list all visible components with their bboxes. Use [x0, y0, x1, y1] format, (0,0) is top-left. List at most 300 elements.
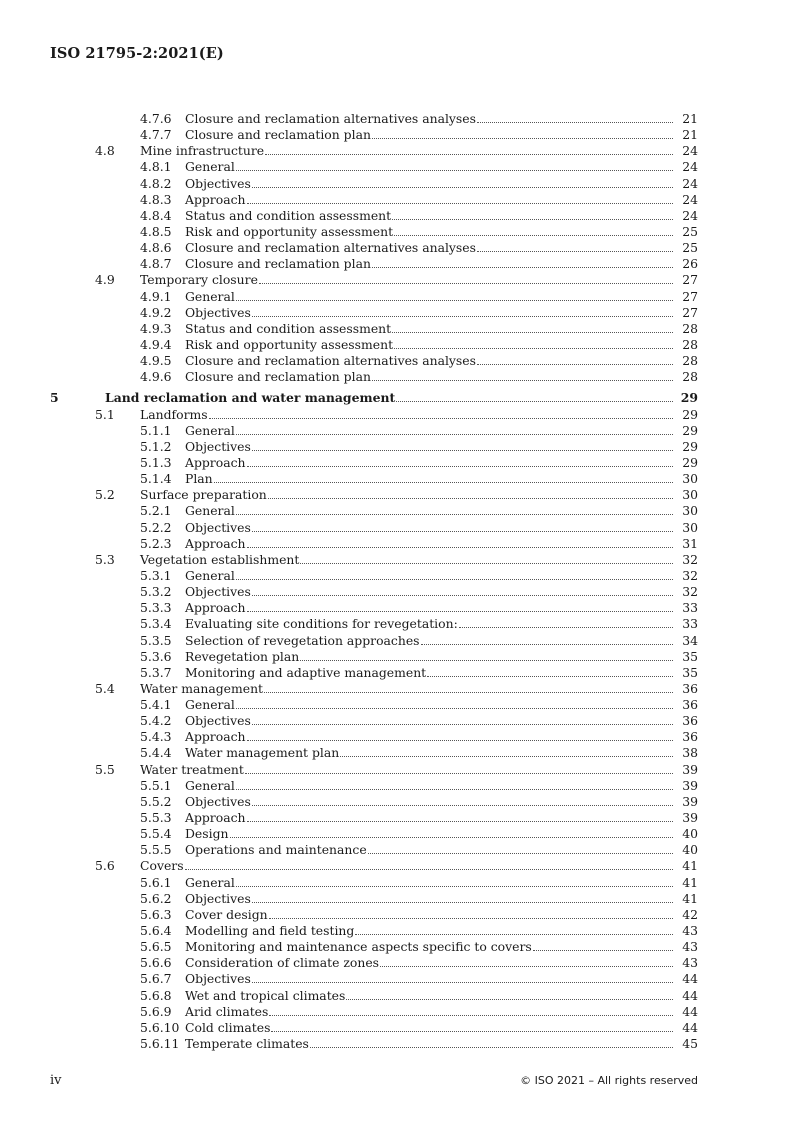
dot-leader: [236, 423, 673, 435]
toc-entry-number: 5.1.4: [140, 471, 172, 487]
toc-entry[interactable]: [0, 762, 793, 778]
toc-entry-title: Landforms: [140, 406, 208, 422]
toc-entry-leader: [140, 407, 674, 423]
toc-entry-page: 33: [682, 616, 698, 632]
toc-entry-number: 5.5: [95, 761, 115, 777]
toc-entry-number: 5.6.8: [140, 987, 172, 1003]
toc-entry-leader: [185, 955, 674, 971]
toc-entry[interactable]: [0, 272, 793, 288]
toc-entry[interactable]: [0, 1036, 793, 1052]
toc-entry-leader: [185, 224, 674, 240]
toc-entry[interactable]: [0, 665, 793, 681]
toc-entry-page: 21: [682, 111, 698, 126]
toc-entry-page: 43: [682, 939, 698, 955]
toc-entry-page: 41: [682, 874, 698, 890]
toc-entry-number: 5.2: [95, 487, 115, 503]
toc-entry-number: 5.3.7: [140, 664, 172, 680]
toc-entry-leader: [185, 826, 674, 842]
toc-entry-page: 24: [682, 143, 698, 159]
toc-entry-page: 35: [682, 664, 698, 680]
toc-entry-title: Revegetation plan: [185, 648, 300, 664]
toc-entry-number: 5.5.5: [140, 842, 172, 858]
dot-leader: [396, 390, 673, 402]
toc-entry-leader: [185, 353, 674, 369]
toc-entry-number: 5.6.5: [140, 939, 172, 955]
toc-entry-title: Monitoring and maintenance aspects specific to covers: [185, 939, 532, 955]
toc-entry-leader: [185, 633, 674, 649]
dot-leader: [380, 955, 673, 967]
toc-entry-title: Objectives: [185, 713, 251, 729]
toc-entry-title: Approach: [185, 454, 246, 470]
toc-entry-leader: [105, 390, 674, 406]
toc-entry[interactable]: [0, 891, 793, 907]
toc-entry-leader: [140, 487, 674, 503]
dot-leader: [209, 407, 673, 419]
toc-entry-number: 4.8.7: [140, 256, 172, 272]
toc-entry[interactable]: [0, 568, 793, 584]
toc-entry[interactable]: [0, 520, 793, 536]
toc-entry[interactable]: [0, 875, 793, 891]
dot-leader: [372, 369, 673, 381]
toc-entry-title: Cold climates: [185, 1019, 271, 1035]
toc-entry-number: 4.8.5: [140, 223, 172, 239]
toc-entry-page: 27: [682, 272, 698, 288]
toc-entry-title: General: [185, 503, 235, 519]
toc-entry-number: 5.1.3: [140, 454, 172, 470]
dot-leader: [245, 762, 673, 774]
toc-entry-number: 5.6.9: [140, 1003, 172, 1019]
toc-entry-leader: [185, 536, 674, 552]
toc-entry-leader: [185, 907, 674, 923]
toc-entry-title: Vegetation establishment: [140, 551, 300, 567]
toc-entry-page: 24: [682, 207, 698, 223]
toc-entry-leader: [185, 321, 674, 337]
toc-entry-leader: [140, 143, 674, 159]
toc-entry-leader: [185, 471, 674, 487]
toc-entry-title: General: [185, 422, 235, 438]
toc-entry-number: 5.2.1: [140, 503, 172, 519]
toc-entry-title: Plan: [185, 471, 213, 487]
dot-leader: [421, 633, 673, 645]
toc-entry-title: Operations and maintenance: [185, 842, 367, 858]
toc-entry[interactable]: [0, 192, 793, 208]
dot-leader: [346, 988, 673, 1000]
toc-entry-number: 5.3.6: [140, 648, 172, 664]
toc-entry[interactable]: [0, 321, 793, 337]
dot-leader: [252, 794, 673, 806]
toc-entry-number: 4.9.1: [140, 288, 172, 304]
toc-entry-title: General: [185, 159, 235, 175]
toc-entry-number: 5.4.1: [140, 697, 172, 713]
dot-leader: [477, 353, 673, 365]
toc-entry-leader: [185, 1036, 674, 1052]
toc-entry[interactable]: [0, 649, 793, 665]
toc-entry-title: Wet and tropical climates: [185, 987, 346, 1003]
toc-entry-page: 29: [682, 438, 698, 454]
toc-entry-title: Closure and reclamation plan: [185, 256, 371, 272]
toc-entry-title: Water treatment: [140, 761, 244, 777]
toc-entry-leader: [185, 1004, 674, 1020]
toc-entry-number: 4.8.3: [140, 191, 172, 207]
dot-leader: [394, 337, 673, 349]
toc-entry-leader: [185, 192, 674, 208]
toc-entry-page: 30: [682, 519, 698, 535]
toc-entry[interactable]: [0, 487, 793, 503]
toc-entry-page: 29: [682, 406, 698, 422]
dot-leader: [392, 208, 673, 220]
toc-entry-page: 25: [682, 240, 698, 256]
toc-entry-title: Closure and reclamation alternatives analyses: [185, 111, 476, 126]
toc-entry[interactable]: [0, 143, 793, 159]
toc-entry[interactable]: [0, 159, 793, 175]
toc-entry-title: Mine infrastructure: [140, 143, 265, 159]
toc-entry-leader: [140, 858, 674, 874]
dot-leader: [236, 875, 673, 887]
dot-leader: [269, 1004, 673, 1016]
toc-entry[interactable]: [0, 369, 793, 385]
dot-leader: [247, 729, 673, 741]
toc-entry-page: 33: [682, 600, 698, 616]
toc-entry-title: Approach: [185, 729, 246, 745]
dot-leader: [236, 159, 673, 171]
toc-entry-page: 36: [682, 729, 698, 745]
toc-entry-number: 4.9: [95, 272, 115, 288]
toc-entry-title: Design: [185, 826, 229, 842]
toc-entry[interactable]: [0, 289, 793, 305]
toc-entry-number: 4.8.1: [140, 159, 172, 175]
dot-leader: [252, 584, 673, 596]
toc-entry-page: 24: [682, 191, 698, 207]
toc-entry-number: 4.8.4: [140, 207, 172, 223]
toc-entry-number: 5.3.3: [140, 600, 172, 616]
dot-leader: [368, 842, 673, 854]
toc-entry-leader: [185, 423, 674, 439]
toc-entry-title: Closure and reclamation plan: [185, 369, 371, 385]
toc-entry[interactable]: [0, 390, 793, 406]
toc-entry-number: 5.3.1: [140, 567, 172, 583]
toc-entry[interactable]: [0, 455, 793, 471]
toc-entry[interactable]: [0, 224, 793, 240]
toc-entry-title: Arid climates: [185, 1003, 269, 1019]
toc-entry-number: 5.5.1: [140, 777, 172, 793]
toc-entry-number: 4.8.2: [140, 175, 172, 191]
dot-leader: [477, 240, 673, 252]
dot-leader: [236, 697, 673, 709]
toc-entry-page: 44: [682, 987, 698, 1003]
toc-entry-page: 25: [682, 223, 698, 239]
toc-entry[interactable]: [0, 713, 793, 729]
toc-entry-page: 30: [682, 471, 698, 487]
toc-entry-number: 5.4.2: [140, 713, 172, 729]
toc-entry-leader: [185, 842, 674, 858]
toc-entry-title: Objectives: [185, 519, 251, 535]
dot-leader: [310, 1036, 673, 1048]
toc-entry-title: Modelling and field testing: [185, 923, 355, 939]
toc-entry-title: Consideration of climate zones: [185, 955, 380, 971]
dot-leader: [214, 471, 673, 483]
toc-entry-leader: [185, 713, 674, 729]
toc-entry[interactable]: [0, 616, 793, 632]
dot-leader: [236, 503, 673, 515]
toc-entry-page: 24: [682, 175, 698, 191]
toc-entry-number: 4.9.6: [140, 369, 172, 385]
dot-leader: [394, 224, 673, 236]
toc-entry[interactable]: [0, 826, 793, 842]
document-id-header: ISO 21795-2:2021(E): [50, 45, 224, 62]
toc-entry[interactable]: [0, 1004, 793, 1020]
toc-entry-page: 39: [682, 761, 698, 777]
toc-entry[interactable]: [0, 439, 793, 455]
toc-entry-title: Objectives: [185, 793, 251, 809]
toc-entry-page: 32: [682, 551, 698, 567]
toc-entry-leader: [185, 697, 674, 713]
toc-entry-title: General: [185, 777, 235, 793]
toc-entry[interactable]: [0, 955, 793, 971]
toc-entry-page: 41: [682, 890, 698, 906]
toc-entry-number: 5.1.2: [140, 438, 172, 454]
toc-entry-leader: [185, 616, 674, 632]
toc-entry-leader: [185, 665, 674, 681]
toc-entry-title: Evaluating site conditions for revegetation:: [185, 616, 458, 632]
toc-entry-title: Approach: [185, 810, 246, 826]
toc-entry[interactable]: [0, 697, 793, 713]
dot-leader: [265, 143, 673, 155]
toc-entry-leader: [185, 240, 674, 256]
toc-entry-leader: [140, 552, 674, 568]
toc-entry-leader: [185, 305, 674, 321]
toc-entry-leader: [185, 794, 674, 810]
toc-entry-page: 27: [682, 304, 698, 320]
dot-leader: [459, 616, 673, 628]
toc-entry[interactable]: [0, 939, 793, 955]
toc-entry-leader: [185, 875, 674, 891]
toc-entry-leader: [185, 939, 674, 955]
toc-entry-leader: [185, 729, 674, 745]
toc-entry-leader: [185, 289, 674, 305]
toc-entry-title: Objectives: [185, 890, 251, 906]
toc-entry-title: Selection of revegetation approaches: [185, 632, 420, 648]
toc-entry-number: 5.3.2: [140, 584, 172, 600]
toc-entry[interactable]: [0, 353, 793, 369]
dot-leader: [236, 289, 673, 301]
toc-entry-leader: [185, 971, 674, 987]
toc-entry[interactable]: [0, 729, 793, 745]
toc-entry[interactable]: [0, 600, 793, 616]
dot-leader: [268, 487, 673, 499]
toc-entry[interactable]: [0, 681, 793, 697]
toc-entry-title: Closure and reclamation plan: [185, 127, 371, 143]
toc-entry-title: Status and condition assessment: [185, 320, 392, 336]
toc-entry-leader: [185, 520, 674, 536]
toc-entry-page: 30: [682, 487, 698, 503]
toc-entry[interactable]: [0, 907, 793, 923]
toc-entry-number: 4.9.5: [140, 353, 172, 369]
toc-entry-page: 29: [682, 422, 698, 438]
toc-entry-number: 5.1: [95, 406, 115, 422]
dot-leader: [252, 439, 673, 451]
toc-entry-leader: [185, 584, 674, 600]
toc-entry[interactable]: [0, 407, 793, 423]
toc-entry[interactable]: [0, 552, 793, 568]
toc-entry-page: 36: [682, 697, 698, 713]
toc-entry-number: 5.2.2: [140, 519, 172, 535]
toc-entry-title: Closure and reclamation alternatives analyses: [185, 240, 476, 256]
toc-entry[interactable]: [0, 858, 793, 874]
toc-entry-number: 4.9.2: [140, 304, 172, 320]
toc-entry-number: 5.5.2: [140, 793, 172, 809]
toc-entry-leader: [185, 439, 674, 455]
toc-entry-leader: [185, 600, 674, 616]
toc-entry-title: Land reclamation and water management: [105, 390, 396, 406]
toc-entry-page: 41: [682, 858, 698, 874]
toc-entry-page: 34: [682, 632, 698, 648]
toc-entry-page: 39: [682, 777, 698, 793]
toc-entry-title: Status and condition assessment: [185, 207, 392, 223]
toc-entry[interactable]: [0, 988, 793, 1004]
toc-entry-number: 4.8: [95, 143, 115, 159]
toc-entry-title: General: [185, 567, 235, 583]
toc-entry-leader: [185, 923, 674, 939]
toc-entry-page: 27: [682, 288, 698, 304]
toc-entry[interactable]: [0, 842, 793, 858]
dot-leader: [252, 305, 673, 317]
toc-entry[interactable]: [0, 208, 793, 224]
dot-leader: [236, 568, 673, 580]
dot-leader: [355, 923, 673, 935]
dot-leader: [247, 810, 673, 822]
dot-leader: [340, 745, 673, 757]
toc-entry[interactable]: [0, 778, 793, 794]
toc-entry-number: 5.6.10: [140, 1019, 180, 1035]
toc-entry[interactable]: [0, 127, 793, 143]
dot-leader: [427, 665, 673, 677]
toc-entry-leader: [185, 745, 674, 761]
dot-leader: [230, 826, 673, 838]
toc-entry-title: Approach: [185, 191, 246, 207]
toc-entry-title: Approach: [185, 535, 246, 551]
toc-entry-page: 28: [682, 353, 698, 369]
toc-entry[interactable]: [0, 810, 793, 826]
toc-entry-leader: [185, 369, 674, 385]
dot-leader: [533, 939, 673, 951]
toc-entry-leader: [185, 503, 674, 519]
toc-entry-leader: [185, 1020, 674, 1036]
toc-entry-number: 5.3.4: [140, 616, 172, 632]
toc-entry-leader: [140, 272, 674, 288]
toc-entry[interactable]: [0, 1020, 793, 1036]
toc-entry-number: 5.4.3: [140, 729, 172, 745]
toc-entry-title: Covers: [140, 858, 184, 874]
toc-entry-page: 32: [682, 567, 698, 583]
toc-entry-title: Temperate climates: [185, 1036, 309, 1052]
toc-entry-title: Objectives: [185, 584, 251, 600]
toc-entry-leader: [185, 891, 674, 907]
toc-entry[interactable]: [0, 633, 793, 649]
toc-entry[interactable]: [0, 240, 793, 256]
toc-entry[interactable]: [0, 305, 793, 321]
toc-entry-leader: [140, 681, 674, 697]
dot-leader: [252, 520, 673, 532]
toc-entry-page: 44: [682, 971, 698, 987]
toc-entry-title: Objectives: [185, 438, 251, 454]
toc-entry-page: 44: [682, 1019, 698, 1035]
toc-entry-number: 4.8.6: [140, 240, 172, 256]
toc-entry-page: 24: [682, 159, 698, 175]
toc-entry[interactable]: [0, 503, 793, 519]
dot-leader: [300, 649, 673, 661]
toc-entry-page: 43: [682, 923, 698, 939]
toc-entry[interactable]: [0, 471, 793, 487]
toc-entry-page: 35: [682, 648, 698, 664]
dot-leader: [269, 907, 673, 919]
toc-entry-title: Objectives: [185, 175, 251, 191]
toc-entry[interactable]: [0, 923, 793, 939]
toc-entry-number: 5.5.3: [140, 810, 172, 826]
toc-entry-title: Risk and opportunity assessment: [185, 336, 394, 352]
toc-entry[interactable]: [0, 337, 793, 353]
toc-entry-title: Monitoring and adaptive management: [185, 664, 427, 680]
toc-entry-title: Risk and opportunity assessment: [185, 223, 394, 239]
toc-entry-page: 28: [682, 336, 698, 352]
toc-entry-page: 42: [682, 906, 698, 922]
toc-entry-number: 5.6.11: [140, 1036, 180, 1052]
toc-entry[interactable]: [0, 794, 793, 810]
toc-entry[interactable]: [0, 584, 793, 600]
toc-entry-number: 4.9.4: [140, 336, 172, 352]
toc-entry-number: 5.1.1: [140, 422, 172, 438]
dot-leader: [259, 272, 673, 284]
dot-leader: [247, 455, 673, 467]
toc-entry-leader: [140, 762, 674, 778]
toc-entry[interactable]: [0, 971, 793, 987]
toc-entry-leader: [185, 159, 674, 175]
toc-entry-number: 5.6.7: [140, 971, 172, 987]
toc-entry-page: 40: [682, 826, 698, 842]
dot-leader: [271, 1020, 673, 1032]
toc-entry-page: 28: [682, 369, 698, 385]
toc-entry-title: Surface preparation: [140, 487, 267, 503]
toc-entry-number: 5.6.2: [140, 890, 172, 906]
toc-entry-page: 45: [682, 1036, 698, 1052]
toc-entry-leader: [185, 778, 674, 794]
toc-entry[interactable]: [0, 256, 793, 272]
toc-entry-number: 4.9.3: [140, 320, 172, 336]
toc-entry[interactable]: [0, 536, 793, 552]
toc-entry-number: 4.7.7: [140, 127, 172, 143]
toc-entry-page: 38: [682, 745, 698, 761]
toc-entry-leader: [185, 127, 674, 143]
page-number: iv: [50, 1073, 62, 1088]
toc-entry-page: 29: [680, 390, 698, 406]
toc-entry-page: 21: [682, 127, 698, 143]
toc-entry-title: Objectives: [185, 971, 251, 987]
toc-entry-page: 44: [682, 1003, 698, 1019]
toc-entry-page: 26: [682, 256, 698, 272]
toc-entry[interactable]: [0, 111, 793, 127]
toc-entry-leader: [185, 208, 674, 224]
toc-entry[interactable]: [0, 423, 793, 439]
toc-entry-number: 5.2.3: [140, 535, 172, 551]
toc-entry-number: 5.3.5: [140, 632, 172, 648]
toc-entry-number: 4.7.6: [140, 111, 172, 126]
toc-entry[interactable]: [0, 745, 793, 761]
dot-leader: [372, 127, 673, 139]
toc-entry[interactable]: [0, 176, 793, 192]
dot-leader: [392, 321, 673, 333]
dot-leader: [252, 713, 673, 725]
dot-leader: [252, 176, 673, 188]
dot-leader: [300, 552, 673, 564]
